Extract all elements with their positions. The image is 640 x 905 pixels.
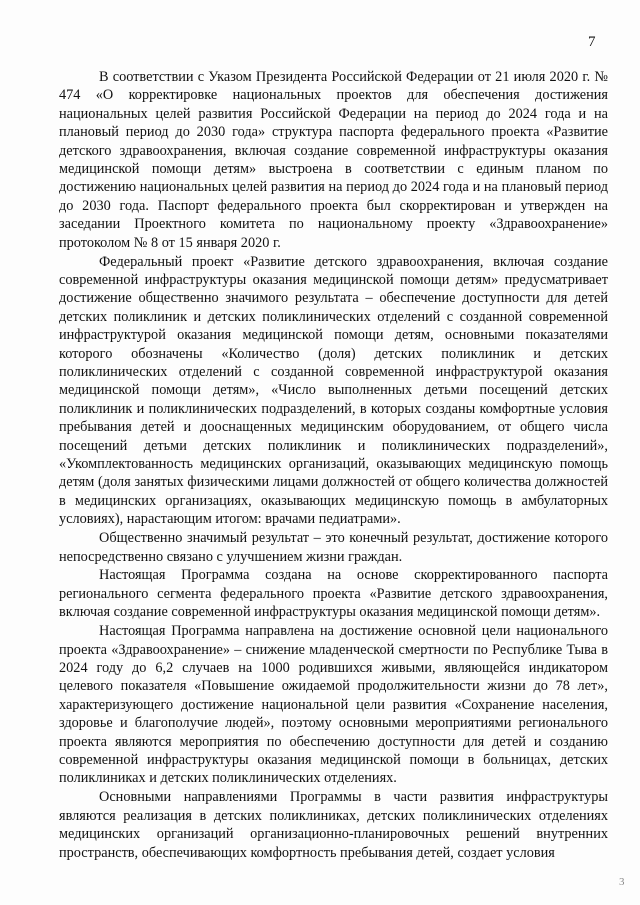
page-number: 7 [588, 34, 596, 50]
paragraph-federal-project: Федеральный проект «Развитие детского здравоохранения, включая создание современной инфраструктуры оказания медицинской помощи детям» предусматривает достижение общественно значимого результата – обеспечение доступности для детей детских поликлиник и детских поликлинических отделений с созданной современной инфраструктурой оказания медицинской помощи детям, основными показателями которого обозначены «Количество (доля) детских поликлиник и детских поликлинических отделений с созданной современной инфраструктурой оказания медицинской помощи детям», «Число выполненных детьми посещений детских поликлиник и поликлинических подразделений, в которых созданы комфортные условия пребывания детей и дооснащенных медицинским оборудованием, от общего числа посещений детьми детских поликлиник и поликлинических подразделений», «Укомплектованность медицинских организаций, оказывающих медицинскую помощь детям (доля занятых физическими лицами должностей от общего количества должностей в медицинских организациях, оказывающих медицинскую помощь в амбулаторных условиях), нарастающим итогом: врачами педиатрами». [59, 253, 608, 528]
paragraph-program-directions: Основными направлениями Программы в части развития инфраструктуры являются реализация в детских поликлиниках, детских поликлинических отделениях медицинских организаций организационно-планировочных решений внутренних пространств, обеспечивающих комфортность пребывания детей, создает условия [59, 789, 608, 861]
paragraph-decree: В соответствии с Указом Президента Российской Федерации от 21 июля 2020 г. № 474 «О корректировке национальных проектов для обеспечения достижения национальных целей развития Российской Федерации на период до 2024 года и на плановый период до 2030 года» структура паспорта федерального проекта «Развитие детского здравоохранения, включая создание современной инфраструктуры оказания медицинской помощи детям» выстроена в соответствии с единым планом по достижению национальных целей развития на период до 2024 года и на плановый период до 2030 года. Паспорт федерального проекта был скорректирован и утвержден на заседании Проектного комитета по национальному проекту «Здравоохранение» протоколом № 8 от 15 января 2020 г. [59, 69, 608, 251]
paragraph-program-basis: Настоящая Программа создана на основе скорректированного паспорта регионального сегмента федерального проекта «Развитие детского здравоохранения, включая создание современной инфраструктуры оказания медицинской помощи детям». [59, 567, 608, 621]
edge-mark: 3 [619, 876, 625, 888]
paragraph-program-goal: Настоящая Программа направлена на достижение основной цели национального проекта «Здравоохранение» – снижение младенческой смертности по Республике Тыва в 2024 году до 6,2 случаев на 1000 родившихся живыми, являющейся индикатором целевого показателя «Повышение ожидаемой продолжительности жизни до 78 лет», характеризующего достижение национальной цели развития «Сохранение населения, здоровье и благополучие людей», поэтому основными мероприятиями регионального проекта являются мероприятия по обеспечению доступности для детей и созданию современной инфраструктуры оказания медицинской помощи в больницах, детских поликлиниках и детских поликлинических отделениях. [59, 623, 608, 787]
body-text [59, 68, 608, 862]
paragraph-social-result: Общественно значимый результат – это конечный результат, достижение которого непосредственно связано с улучшением жизни граждан. [59, 530, 608, 565]
